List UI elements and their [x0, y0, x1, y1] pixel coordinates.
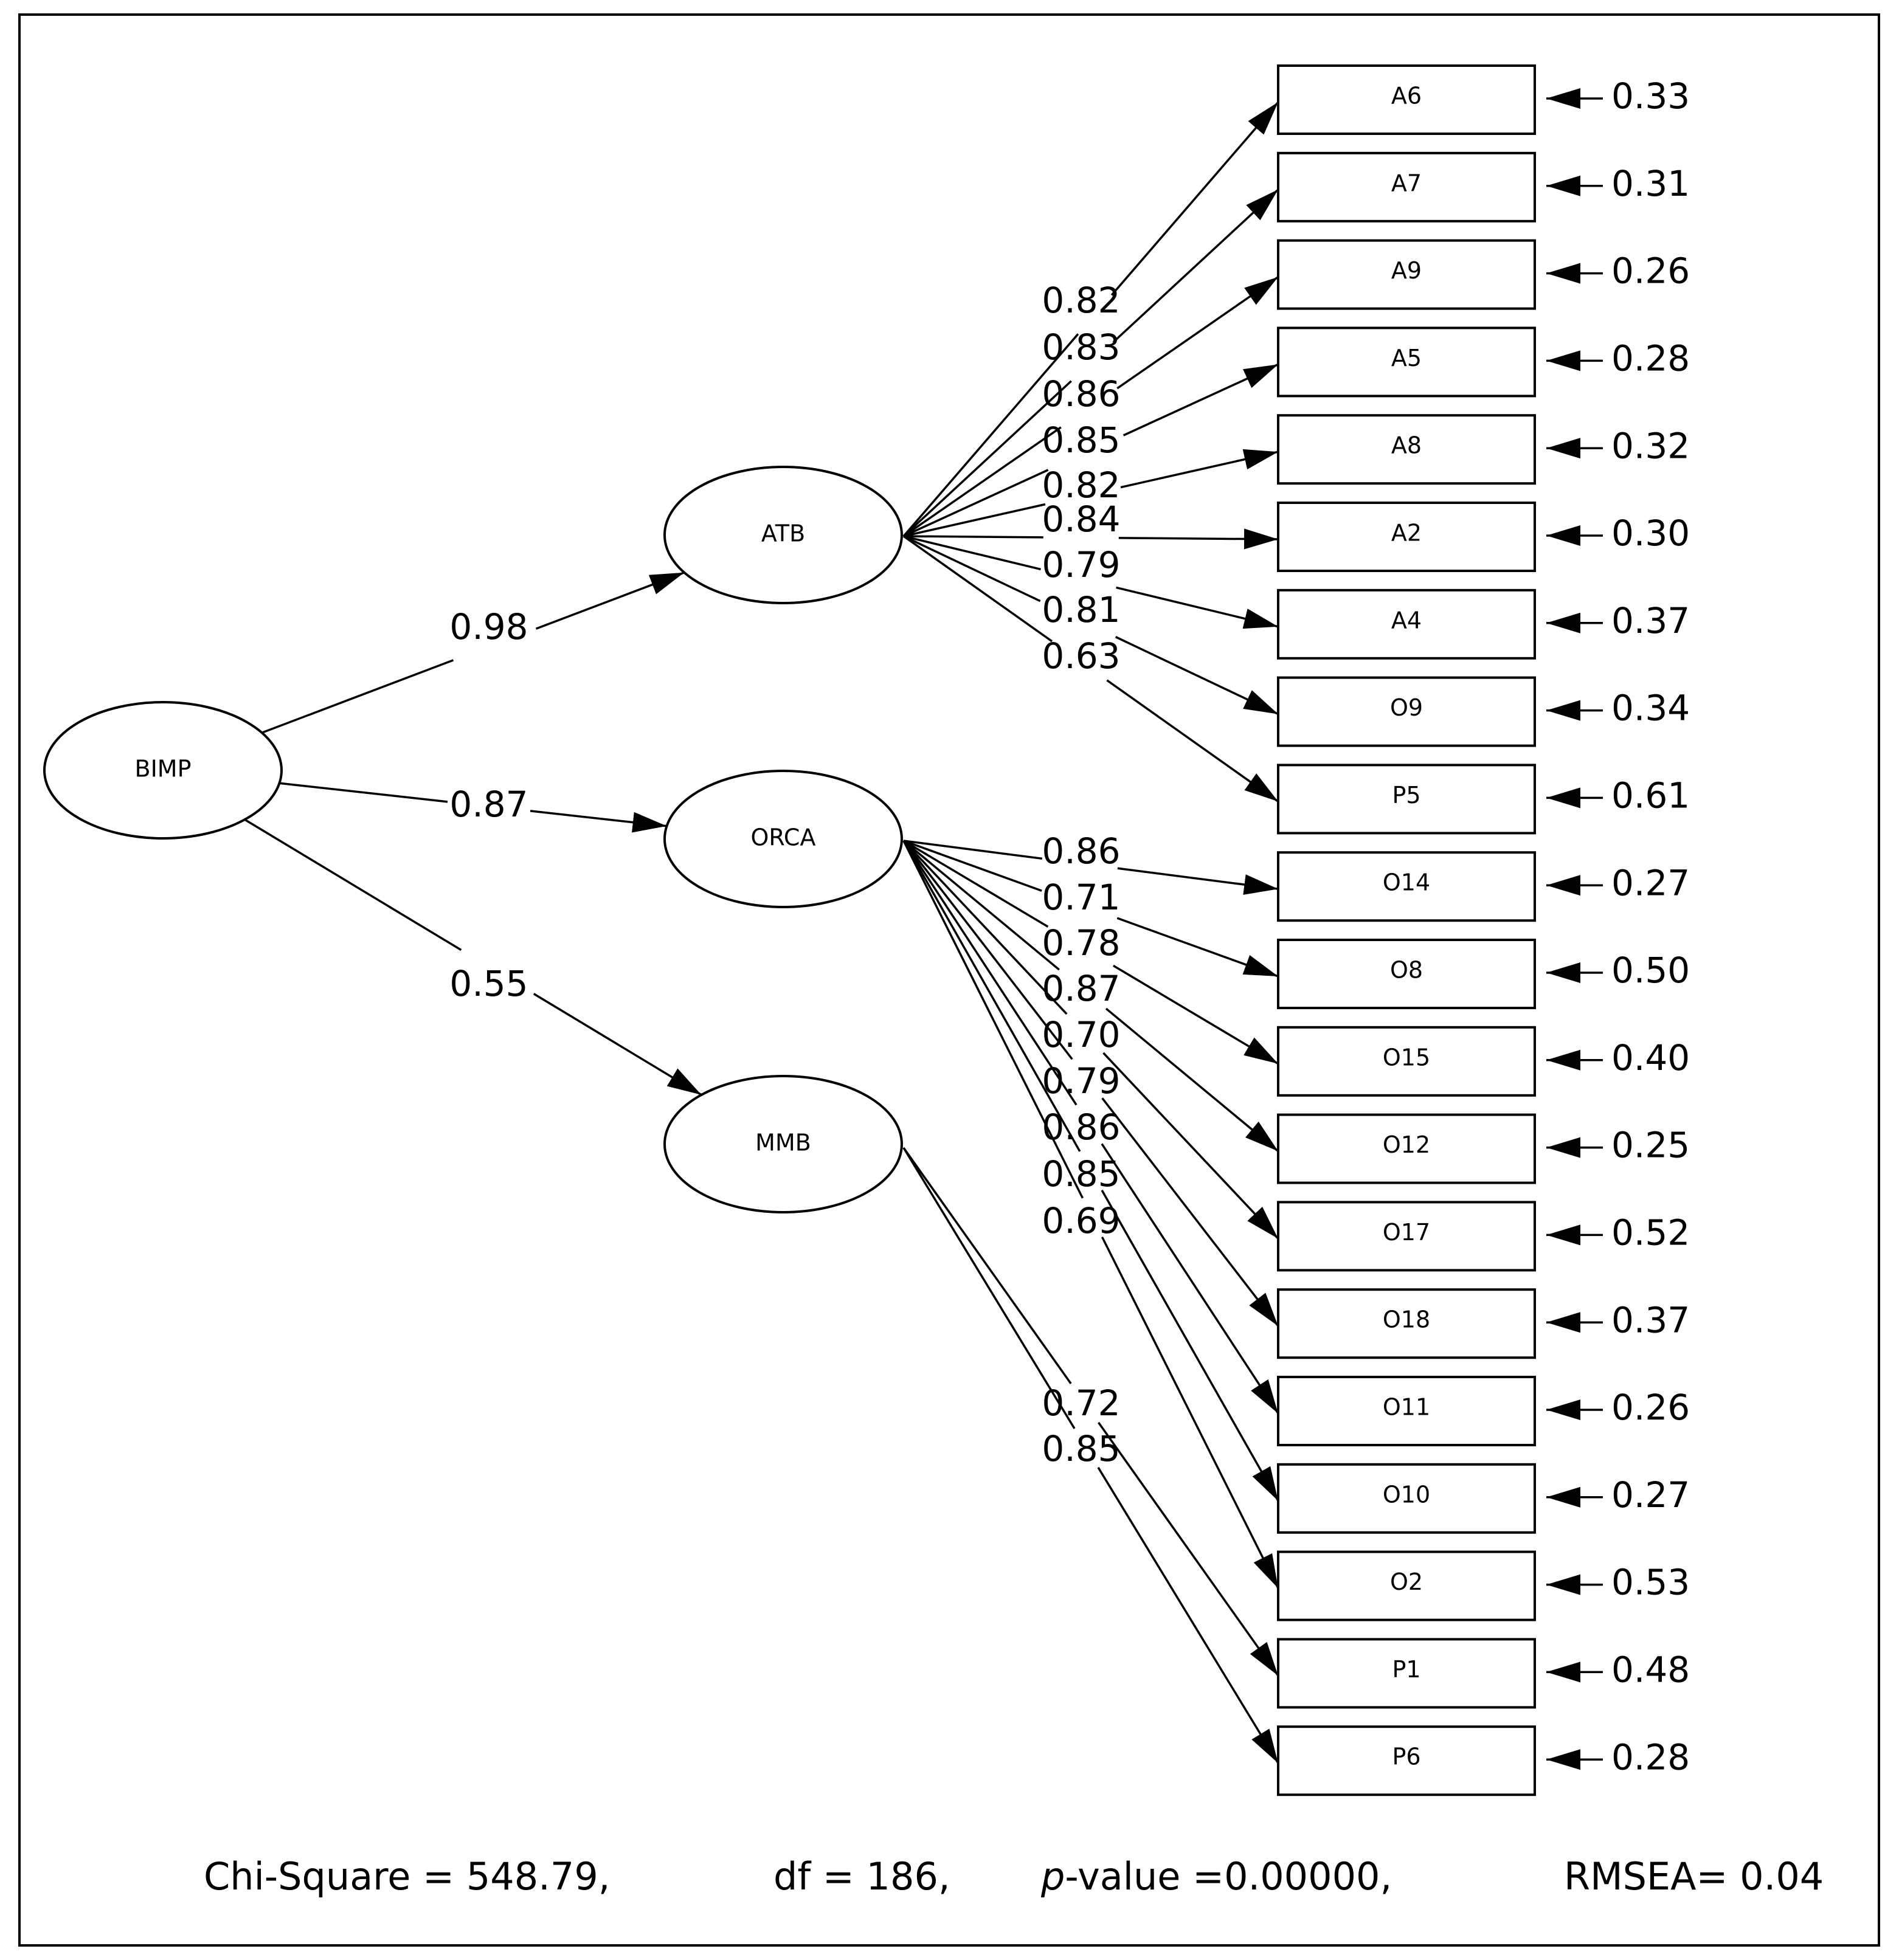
indicator-p6 [1278, 1727, 1535, 1795]
indicator-p1 [1278, 1639, 1535, 1707]
error-variance-o18: 0.37 [1611, 1299, 1690, 1341]
error-variance-o12: 0.25 [1611, 1124, 1690, 1166]
latent-node-orca [665, 771, 902, 907]
indicator-a2 [1278, 503, 1535, 571]
indicator-label: P5 [1392, 781, 1421, 809]
indicator-a5 [1278, 328, 1535, 396]
error-variance-o11: 0.26 [1611, 1387, 1690, 1429]
indicator-label: O8 [1389, 956, 1423, 984]
loading-a4: 0.79 [1042, 544, 1121, 586]
indicator-label: A2 [1391, 519, 1422, 547]
indicator-a8 [1278, 415, 1535, 483]
structural-coefficient-orca: 0.87 [449, 784, 528, 826]
fit-statistics [204, 1854, 1824, 1899]
loading-a9: 0.86 [1042, 373, 1121, 415]
latent-label: ATB [761, 520, 806, 547]
indicator-a9 [1278, 241, 1535, 309]
latent-node-atb [665, 467, 902, 603]
indicator-label: O18 [1382, 1306, 1431, 1333]
error-variance-p5: 0.61 [1611, 775, 1690, 816]
loading-o17: 0.70 [1042, 1014, 1121, 1056]
error-variance-o9: 0.34 [1611, 687, 1690, 729]
fit-df: df = 186, [773, 1854, 950, 1899]
fit-p-letter: p [1041, 1854, 1065, 1899]
latent-label: MMB [755, 1129, 811, 1156]
indicator-a7 [1278, 153, 1535, 221]
indicator-label: P6 [1392, 1743, 1421, 1770]
loading-a8: 0.82 [1042, 464, 1121, 506]
loading-o11: 0.86 [1042, 1106, 1121, 1148]
error-variance-o14: 0.27 [1611, 862, 1690, 904]
loading-p6: 0.85 [1042, 1428, 1121, 1470]
fit-p-value-rest: -value =0.00000, [1065, 1854, 1392, 1899]
loading-a2: 0.84 [1042, 499, 1121, 540]
latent-label: BIMP [134, 755, 192, 782]
error-variance-a9: 0.26 [1611, 250, 1690, 292]
error-variance-a4: 0.37 [1611, 599, 1690, 641]
latent-label: ORCA [750, 824, 816, 851]
indicator-o9 [1278, 678, 1535, 746]
indicator-o17 [1278, 1202, 1535, 1270]
error-variance-o17: 0.52 [1611, 1212, 1690, 1254]
loading-p5: 0.63 [1042, 635, 1121, 677]
indicator-label: A7 [1391, 170, 1422, 197]
indicator-label: O17 [1382, 1218, 1431, 1246]
error-variance-a2: 0.30 [1611, 512, 1690, 554]
indicator-label: O9 [1389, 694, 1423, 722]
loading-a7: 0.83 [1042, 326, 1121, 368]
indicator-label: A4 [1391, 607, 1422, 634]
fit-p-value [1040, 1854, 1392, 1899]
indicator-label: A6 [1391, 82, 1422, 109]
indicator-o2 [1278, 1552, 1535, 1620]
indicator-o18 [1278, 1289, 1535, 1358]
nodes-layer [44, 66, 1535, 1795]
loading-o14: 0.86 [1042, 830, 1121, 872]
structural-coefficient-mmb: 0.55 [449, 963, 528, 1005]
indicator-p5 [1278, 765, 1535, 833]
loading-p1: 0.72 [1042, 1382, 1121, 1424]
latent-node-mmb [665, 1076, 902, 1212]
indicator-o10 [1278, 1465, 1535, 1533]
indicator-label: A5 [1391, 344, 1422, 371]
loading-o18: 0.79 [1042, 1060, 1121, 1102]
error-variance-a6: 0.33 [1611, 75, 1690, 117]
indicator-o8 [1278, 940, 1535, 1008]
indicator-label: P1 [1392, 1655, 1421, 1683]
loading-a6: 0.82 [1042, 280, 1121, 322]
indicator-label: O14 [1382, 869, 1431, 896]
indicator-o12 [1278, 1115, 1535, 1183]
indicator-label: O2 [1389, 1568, 1423, 1596]
fit-chi-square: Chi-Square = 548.79, [204, 1854, 611, 1899]
loading-a5: 0.85 [1042, 419, 1121, 461]
loading-o9: 0.81 [1042, 589, 1121, 631]
loading-o8: 0.71 [1042, 877, 1121, 919]
loading-o12: 0.87 [1042, 968, 1121, 1010]
diagram-frame [19, 15, 1879, 1945]
indicator-o14 [1278, 852, 1535, 920]
indicator-o11 [1278, 1377, 1535, 1445]
indicator-label: O15 [1382, 1044, 1431, 1071]
latent-node-bimp [44, 702, 282, 838]
indicator-o15 [1278, 1027, 1535, 1096]
error-variance-p1: 0.48 [1611, 1649, 1690, 1691]
error-variance-p6: 0.28 [1611, 1736, 1690, 1778]
indicator-a4 [1278, 590, 1535, 658]
loading-o10: 0.85 [1042, 1153, 1121, 1195]
indicator-label: O10 [1382, 1481, 1431, 1508]
error-variance-a8: 0.32 [1611, 425, 1690, 467]
fit-rmsea: RMSEA= 0.04 [1564, 1854, 1824, 1899]
indicator-label: A8 [1391, 432, 1422, 459]
loading-o15: 0.78 [1042, 922, 1121, 964]
indicator-label: O11 [1382, 1393, 1431, 1421]
error-variance-o2: 0.53 [1611, 1561, 1690, 1603]
error-variance-a5: 0.28 [1611, 337, 1690, 379]
error-variance-o10: 0.27 [1611, 1474, 1690, 1516]
indicator-label: A9 [1391, 257, 1422, 285]
error-variance-o15: 0.40 [1611, 1037, 1690, 1078]
loading-o2: 0.69 [1042, 1200, 1121, 1242]
structural-coefficient-atb: 0.98 [449, 606, 528, 648]
indicator-a6 [1278, 66, 1535, 134]
indicator-label: O12 [1382, 1131, 1431, 1159]
error-variance-o8: 0.50 [1611, 950, 1690, 992]
error-variance-a7: 0.31 [1611, 162, 1690, 204]
